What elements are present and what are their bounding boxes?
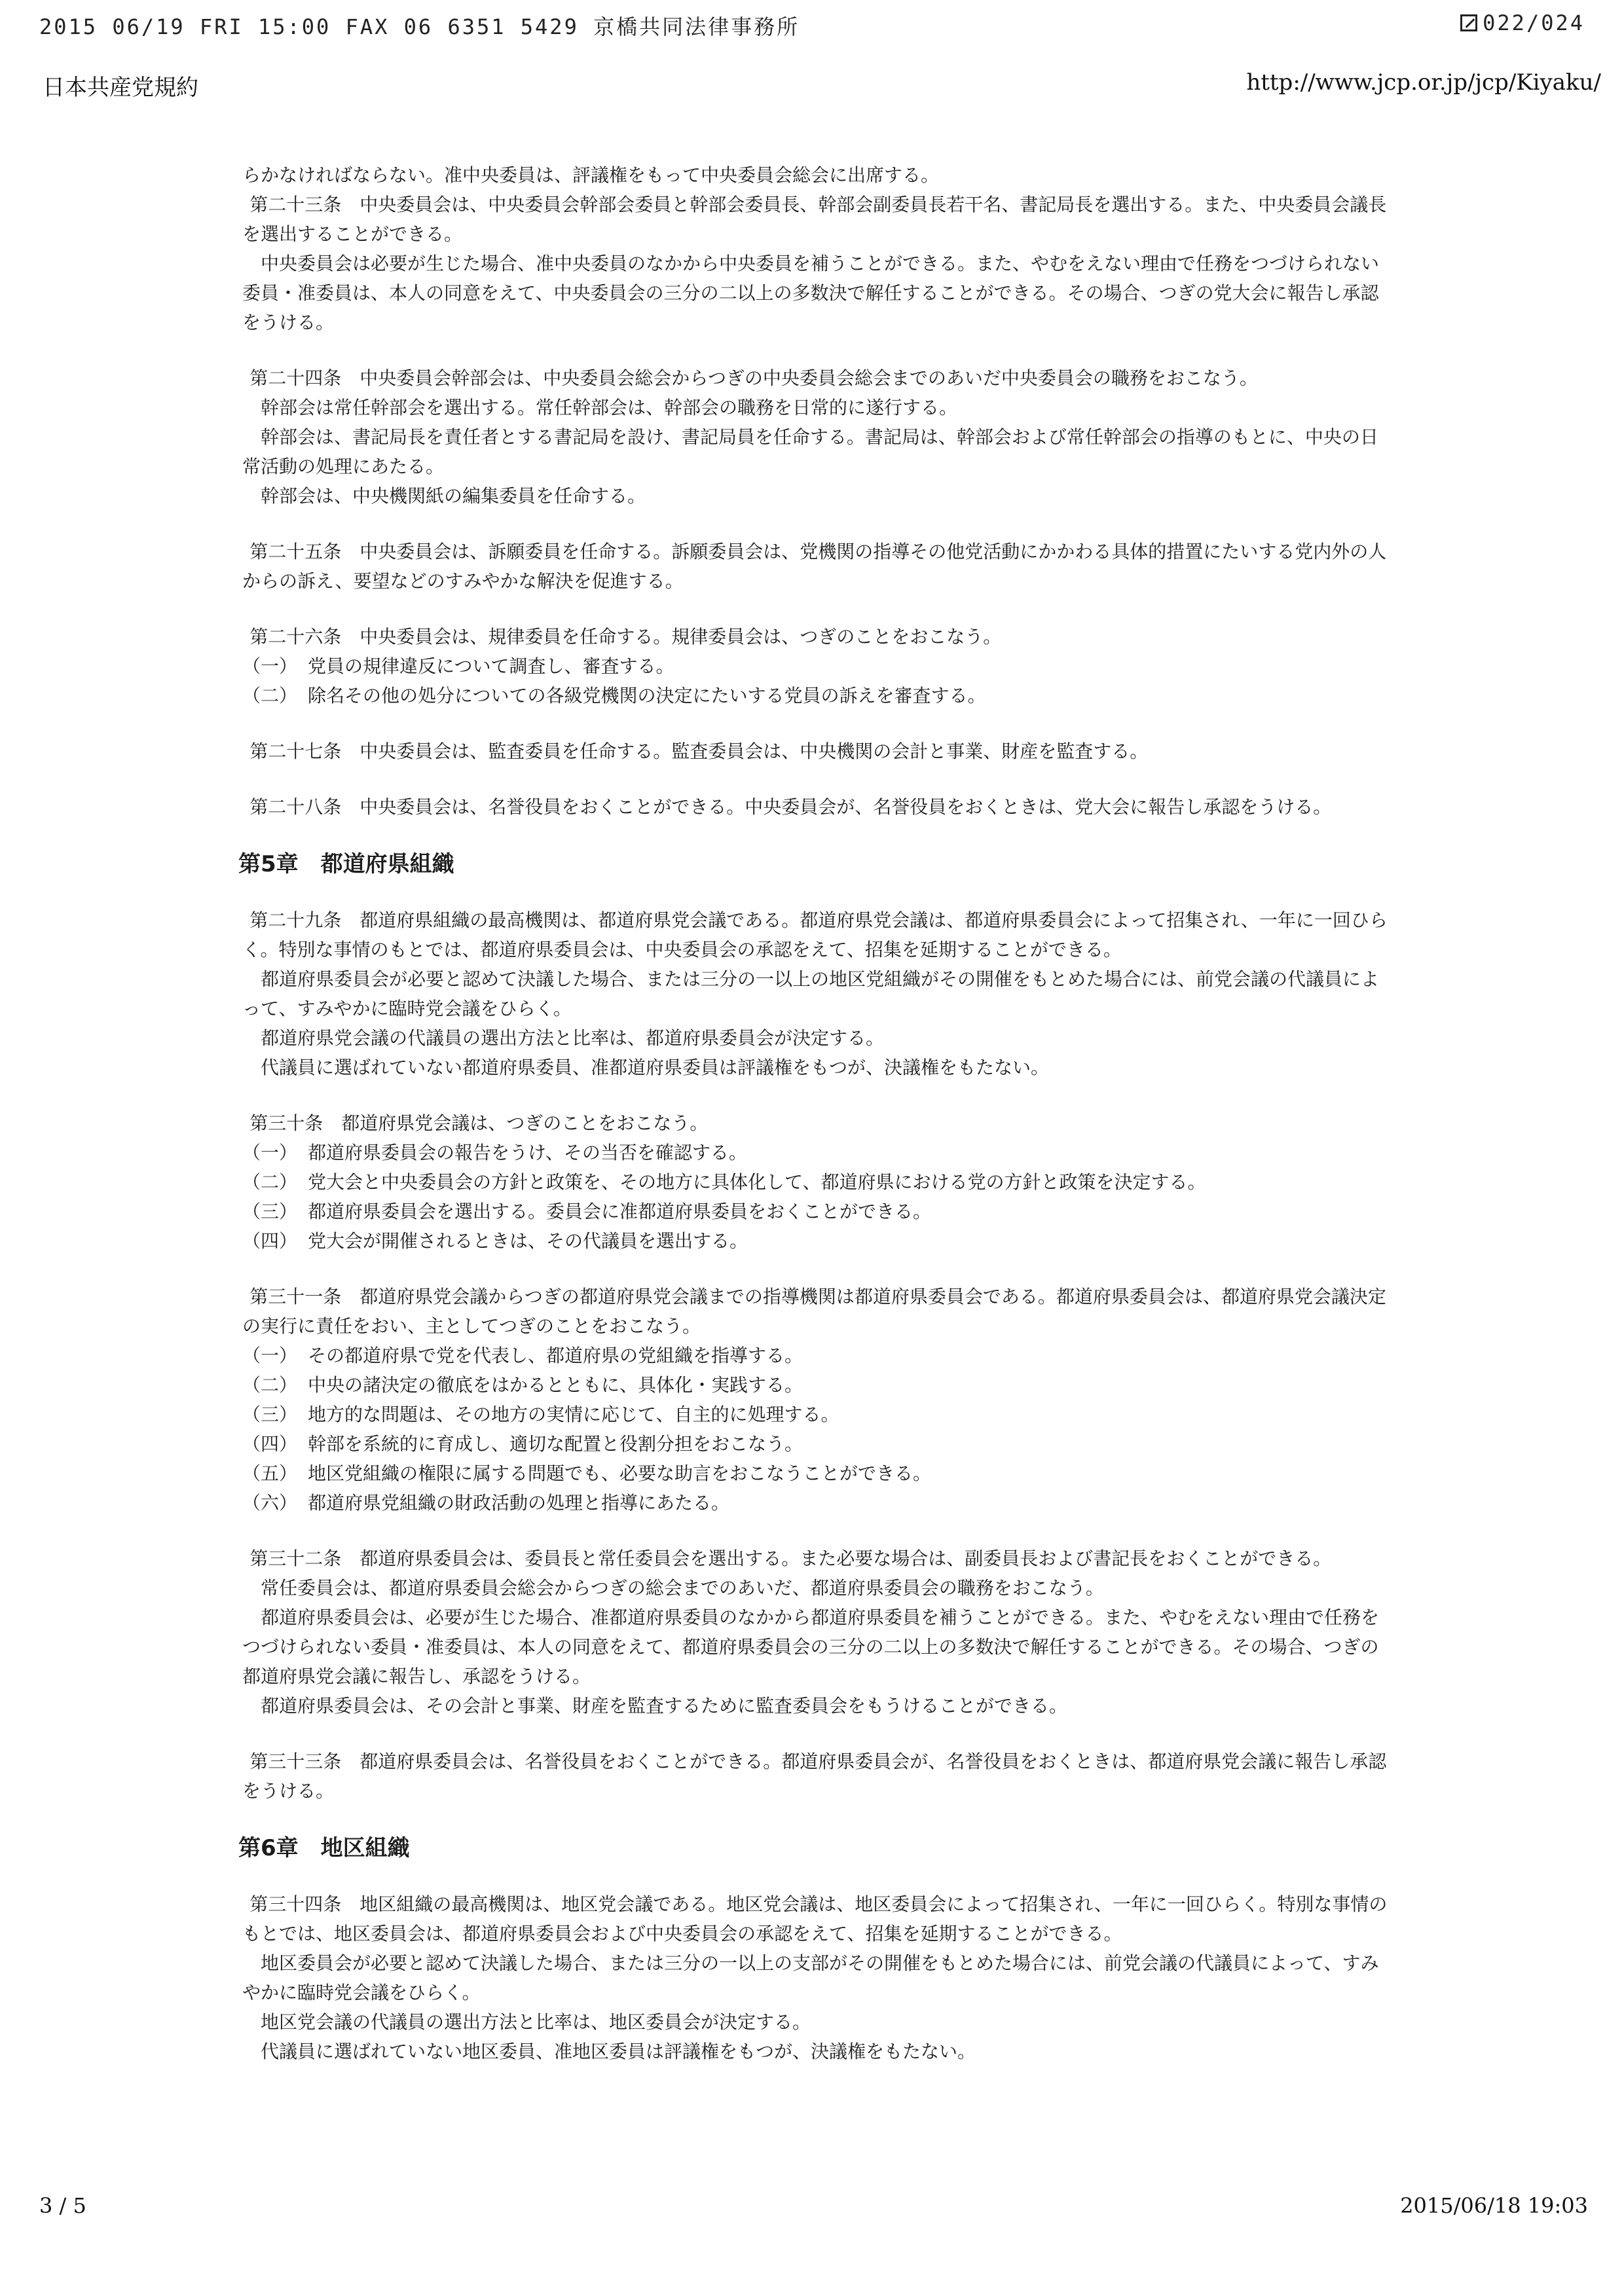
item-number: （一）: [242, 655, 298, 677]
footer-page-number: 3 / 5: [39, 2193, 86, 2218]
article: [242, 1544, 1388, 1721]
article: [242, 1889, 1388, 2066]
article-text: 第三十四条 地区組織の最高機関は、地区党会議である。地区党会議は、地区委員会によって招集され、一年に一回ひらく。特別な事情のもとでは、地区委員会は、都道府県委員会および中央委員会の承認をえて、招集を延期することができる。: [242, 1893, 1388, 1944]
continuation-text: らかなければならない。准中央委員は、評議権をもって中央委員会総会に出席する。: [242, 164, 940, 186]
item-number: （五）: [242, 1463, 298, 1484]
chapter-5-articles: [242, 905, 1388, 1806]
article-text: 第三十一条 都道府県党会議からつぎの都道府県党会議までの指導機関は都道府県委員会である。都道府県委員会は、都道府県党会議決定の実行に責任をおい、主としてつぎのことをおこなう。: [242, 1286, 1386, 1337]
article: [242, 1108, 1388, 1256]
fax-transmission-line: 2015 06/19 FRI 15:00 FAX 06 6351 5429 京橋共同法律事務所: [39, 14, 800, 39]
fax-header: [26, 8, 1598, 41]
item-text: その都道府県で党を代表し、都道府県の党組織を指導する。: [308, 1345, 803, 1366]
document-body: [238, 160, 1388, 2092]
article-paragraph: 地区党会議の代議員の選出方法と比率は、地区委員会が決定する。: [261, 2011, 811, 2033]
item-text: 都道府県委員会の報告をうけ、その当否を確認する。: [308, 1142, 747, 1163]
chapter-5-heading: 第5章 都道府県組織: [238, 851, 454, 877]
article-item: [242, 1167, 1388, 1197]
article-paragraph: 幹部会は、書記局長を責任者とする書記局を設け、書記局員を任命する。書記局は、幹部会および常任幹部会の指導のもとに、中央の日常活動の処理にあたる。: [242, 426, 1378, 477]
article-item: [242, 1197, 1388, 1226]
chapter-4-articles: [242, 190, 1388, 822]
item-number: （一）: [242, 1142, 298, 1163]
article-text: 第二十六条 中央委員会は、規律委員を任命する。規律委員会は、つぎのことをおこなう。: [249, 626, 1002, 647]
article-paragraph: 幹部会は常任幹部会を選出する。常任幹部会は、幹部会の職務を日常的に遂行する。: [261, 397, 958, 418]
article: [242, 363, 1388, 511]
article-paragraph: 都道府県党会議の代議員の選出方法と比率は、都道府県委員会が決定する。: [261, 1027, 885, 1049]
fax-page-counter: [1460, 10, 1585, 35]
item-number: （二）: [242, 1374, 298, 1396]
article-paragraph: 地区委員会が必要と認めて決議した場合、または三分の一以上の支部がその開催をもとめた場合には、前党会議の代議員によって、すみやかに臨時党会議をひらく。: [242, 1952, 1379, 2003]
article-paragraph: 代議員に選ばれていない都道府県委員、准都道府県委員は評議権をもつが、決議権をもたない。: [261, 1057, 1050, 1078]
article-paragraph: 都道府県委員会は、その会計と事業、財産を監査するために監査委員会をもうけることができる。: [261, 1695, 1068, 1717]
item-text: 地区党組織の権限に属する問題でも、必要な助言をおこなうことができる。: [308, 1463, 932, 1484]
article-text: 第二十四条 中央委員会幹部会は、中央委員会総会からつぎの中央委員会総会までのあいだ中央委員会の職務をおこなう。: [249, 367, 1258, 389]
print-header: [43, 65, 1601, 105]
article-item: [242, 1226, 1388, 1256]
article-paragraph: 代議員に選ばれていない地区委員、准地区委員は評議権をもつが、決議権をもたない。: [261, 2041, 976, 2062]
item-number: （四）: [242, 1433, 298, 1455]
item-text: 党大会と中央委員会の方針と政策を、その地方に具体化して、都道府県における党の方針と政策を決定する。: [308, 1171, 1206, 1193]
article-item: [242, 1341, 1388, 1370]
article: [242, 190, 1388, 337]
article: [242, 1282, 1388, 1518]
article-text: 第二十五条 中央委員会は、訴願委員を任命する。訴願委員会は、党機関の指導その他党活動にかかわる具体的措置にたいする党内外の人からの訴え、要望などのすみやかな解決を促進する。: [242, 541, 1387, 592]
article-paragraph: 都道府県委員会は、必要が生じた場合、准都道府県委員のなかから都道府県委員を補うことができる。また、やむをえない理由で任務をつづけられない委員・准委員は、本人の同意をえて、都道府県委員会の三分の二以上の多数決で解任することができる。その場合、つぎの都道府県党会議に報告し、承認をうける。: [242, 1607, 1380, 1687]
article-item: [242, 681, 1388, 710]
item-text: 都道府県委員会を選出する。委員会に准都道府県委員をおくことができる。: [308, 1201, 932, 1222]
item-text: 地方的な問題は、その地方の実情に応じて、自主的に処理する。: [308, 1404, 840, 1425]
article-text: 第三十三条 都道府県委員会は、名誉役員をおくことができる。都道府県委員会が、名誉役員をおくときは、都道府県党会議に報告し承認をうける。: [242, 1751, 1387, 1802]
page-url: http://www.jcp.or.jp/jcp/Kiyaku/: [1246, 69, 1601, 96]
item-number: （三）: [242, 1404, 298, 1425]
chapter-6-articles: [242, 1889, 1388, 2066]
article: [242, 905, 1388, 1082]
item-text: 都道府県党組織の財政活動の処理と指導にあたる。: [308, 1492, 730, 1514]
article-text: 第二十八条 中央委員会は、名誉役員をおくことができる。中央委員会が、名誉役員をおくときは、党大会に報告し承認をうける。: [249, 796, 1332, 818]
item-text: 党員の規律違反について調査し、審査する。: [308, 655, 674, 677]
item-text: 中央の諸決定の徹底をはかるとともに、具体化・実践する。: [308, 1374, 803, 1396]
article-text: 第三十二条 都道府県委員会は、委員長と常任委員会を選出する。また必要な場合は、副委員長および書記長をおくことができる。: [249, 1548, 1332, 1569]
fax-check-icon: [1460, 14, 1477, 31]
article-paragraph: 幹部会は、中央機関紙の編集委員を任命する。: [261, 485, 646, 507]
article-item: [242, 1488, 1388, 1518]
item-number: （一）: [242, 1345, 298, 1366]
article-item: [242, 1459, 1388, 1488]
article-text: 第三十条 都道府県党会議は、つぎのことをおこなう。: [249, 1112, 709, 1134]
article-item: [242, 1429, 1388, 1459]
item-number: （二）: [242, 1171, 298, 1193]
article-paragraph: 常任委員会は、都道府県委員会総会からつぎの総会までのあいだ、都道府県委員会の職務をおこなう。: [261, 1577, 1104, 1599]
item-text: 除名その他の処分についての各級党機関の決定にたいする党員の訴えを審査する。: [308, 685, 986, 706]
article-item: [242, 1400, 1388, 1429]
article-paragraph: 中央委員会は必要が生じた場合、准中央委員のなかから中央委員を補うことができる。また、やむをえない理由で任務をつづけられない委員・准委員は、本人の同意をえて、中央委員会の三分の二以上の多数決で解任することができる。その場合、つぎの党大会に報告し承認をうける。: [242, 253, 1380, 333]
item-number: （三）: [242, 1201, 298, 1222]
item-number: （二）: [242, 685, 298, 706]
article: [242, 1747, 1388, 1806]
article-text: 第二十三条 中央委員会は、中央委員会幹部会委員と幹部会委員長、幹部会副委員長若干名、書記局長を選出する。また、中央委員会議長を選出することができる。: [242, 194, 1387, 245]
article-item: [242, 1138, 1388, 1167]
item-text: 党大会が開催されるときは、その代議員を選出する。: [308, 1230, 748, 1252]
article: [242, 737, 1388, 766]
chapter-6-heading: 第6章 地区組織: [238, 1835, 410, 1861]
article-text: 第二十七条 中央委員会は、監査委員を任命する。監査委員会は、中央機関の会計と事業、財産を監査する。: [249, 740, 1149, 762]
article-text: 第二十九条 都道府県組織の最高機関は、都道府県党会議である。都道府県党会議は、都道府県委員会によって招集され、一年に一回ひらく。特別な事情のもとでは、都道府県委員会は、中央委員会の承認をえて、招集を延期することができる。: [242, 909, 1388, 960]
item-text: 幹部を系統的に育成し、適切な配置と役割分担をおこなう。: [308, 1433, 803, 1455]
item-number: （四）: [242, 1230, 298, 1252]
article: [242, 792, 1388, 822]
article: [242, 622, 1388, 710]
footer-datetime: 2015/06/18 19:03: [1400, 2193, 1588, 2218]
fax-page-number: 022/024: [1483, 10, 1585, 35]
article-item: [242, 651, 1388, 681]
article-item: [242, 1370, 1388, 1400]
page-title: 日本共産党規約: [43, 75, 198, 101]
item-number: （六）: [242, 1492, 298, 1514]
article-paragraph: 都道府県委員会が必要と認めて決議した場合、または三分の一以上の地区党組織がその開催をもとめた場合には、前党会議の代議員によって、すみやかに臨時党会議をひらく。: [242, 968, 1380, 1019]
article: [242, 537, 1388, 596]
